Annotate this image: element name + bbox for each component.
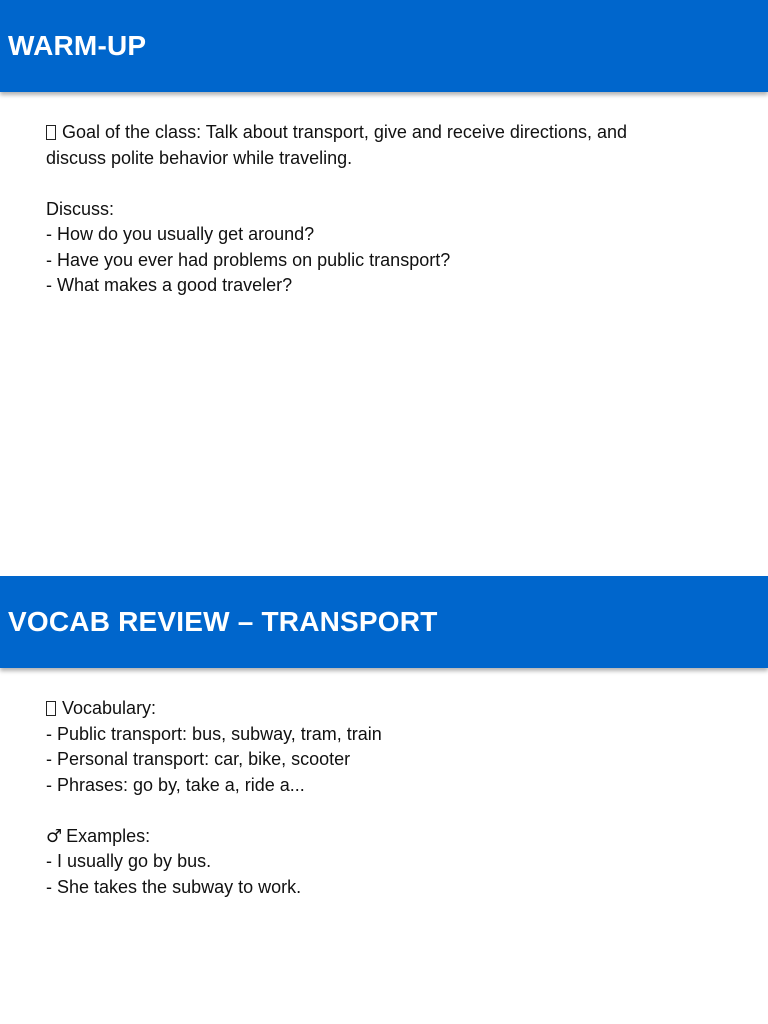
list-item: - What makes a good traveler? (46, 275, 293, 295)
slide-body (0, 92, 768, 299)
slide-title: VOCAB REVIEW – TRANSPORT (8, 606, 438, 637)
vocab-heading-line (46, 696, 768, 722)
list-item: - Phrases: go by, take a, ride a... (46, 774, 305, 795)
missing-glyph-icon (46, 701, 56, 716)
goal-text-1: Goal of the class: Talk about transport, give and receive directions, and (62, 122, 627, 142)
slide-title: WARM-UP (8, 30, 147, 61)
discuss-heading: Discuss: (46, 198, 115, 219)
list-item: - Public transport: bus, subway, tram, train (46, 723, 382, 744)
spacer (46, 171, 768, 197)
goal-text-2: discuss polite behavior while traveling. (46, 147, 353, 168)
examples-heading: Examples: (66, 825, 151, 846)
list-item: - Have you ever had problems on public transport? (46, 249, 451, 270)
list-item: - How do you usually get around? (46, 224, 315, 244)
list-item: - I usually go by bus. (46, 851, 212, 871)
examples-heading-line (46, 824, 768, 850)
list-item: - Personal transport: car, bike, scooter (46, 749, 351, 769)
list-item: - She takes the subway to work. (46, 876, 302, 897)
spacer (46, 798, 768, 824)
male-sign-icon: ♂ (46, 825, 63, 847)
slide-body (0, 668, 768, 900)
slide-header (0, 0, 768, 92)
vocab-heading: Vocabulary: (62, 698, 157, 718)
missing-glyph-icon (46, 125, 56, 140)
slide-header (0, 576, 768, 668)
slide-vocab-review (0, 576, 768, 1024)
goal-line (46, 120, 768, 146)
